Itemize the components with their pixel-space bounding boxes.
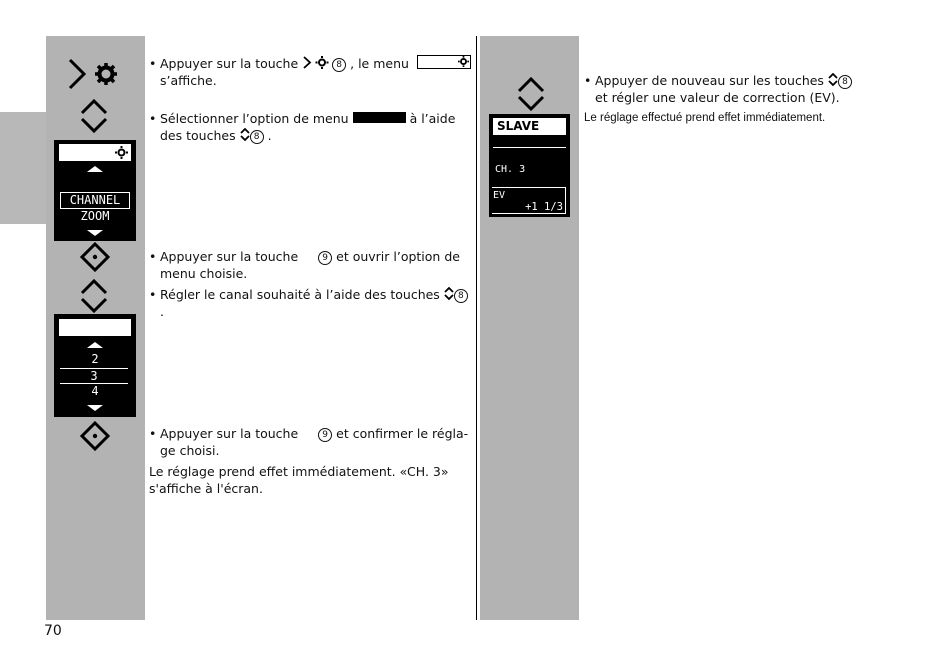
key-number-badge: 8 bbox=[454, 289, 468, 303]
lcd-item-channel: CHANNEL bbox=[60, 192, 130, 209]
gear-icon bbox=[115, 146, 128, 159]
up-down-icon bbox=[240, 128, 250, 141]
lcd-title-slave: SLAVE bbox=[493, 118, 566, 135]
key-number-badge: 9 bbox=[318, 251, 332, 265]
up-down-icon bbox=[828, 73, 838, 86]
select-button-icon bbox=[80, 242, 110, 272]
select-button-icon bbox=[80, 421, 110, 451]
lcd-up-arrow-icon bbox=[87, 166, 103, 172]
up-down-icon bbox=[79, 98, 109, 134]
lcd-up-arrow-icon bbox=[87, 342, 103, 348]
step-press-open: • Appuyer sur la touche 9 et ouvrir l’option de menu choisie. bbox=[160, 248, 470, 282]
key-number-badge: 8 bbox=[838, 75, 852, 89]
lcd-item-zoom: ZOOM bbox=[80, 209, 110, 223]
step-set-correction: • Appuyer de nouveau sur les touches 8 et régler une valeur de correction (EV). bbox=[595, 72, 895, 106]
chapter-tab bbox=[0, 112, 46, 224]
result-text: Le réglage prend effet immédiatement. «CH. 3» s'affiche à l'écran. bbox=[149, 464, 449, 496]
step-open-menu: • Appuyer sur la touche 8 , le menu s’affiche. bbox=[160, 55, 480, 89]
menu-option-black-box bbox=[353, 112, 406, 123]
up-down-icon bbox=[444, 287, 454, 300]
menu-display-icon bbox=[417, 55, 471, 69]
key-number-badge: 8 bbox=[332, 58, 346, 72]
lcd-ev-box bbox=[492, 187, 566, 214]
lcd-channel-list bbox=[54, 314, 136, 417]
lcd-value-3: 3 bbox=[60, 368, 128, 384]
lcd-channel-value: CH. 3 bbox=[495, 164, 526, 175]
up-down-icon bbox=[516, 76, 546, 112]
correction-note: Le réglage effectué prend effet immédiatement. bbox=[584, 112, 826, 124]
lcd-ev-value: +1 1/3 bbox=[525, 201, 563, 213]
lcd-selected-bar bbox=[59, 144, 131, 161]
lcd-down-arrow-icon bbox=[87, 405, 103, 411]
step-set-channel: • Régler le canal souhaité à l’aide des touches 8 . bbox=[160, 286, 472, 320]
menu-gear-icon bbox=[302, 56, 332, 69]
lcd-divider bbox=[493, 147, 566, 148]
key-number-badge: 8 bbox=[250, 130, 264, 144]
step-confirm: • Appuyer sur la touche 9 et confirmer le régla- ge choisi. bbox=[160, 425, 470, 459]
lcd-slave-display bbox=[489, 114, 570, 217]
key-number-badge: 9 bbox=[318, 428, 332, 442]
up-down-icon bbox=[79, 278, 109, 314]
lcd-down-arrow-icon bbox=[87, 230, 103, 236]
menu-gear-icon bbox=[66, 56, 122, 92]
page-number: 70 bbox=[44, 623, 62, 639]
lcd-ev-label: EV bbox=[493, 190, 506, 201]
lcd-selected-bar bbox=[59, 319, 131, 336]
step-select-option: • Sélectionner l’option de menu à l’aide des touches 8 . bbox=[160, 110, 480, 144]
lcd-value-4: 4 bbox=[91, 384, 99, 398]
lcd-value-2: 2 bbox=[91, 352, 99, 366]
lcd-menu-channel bbox=[54, 140, 136, 241]
